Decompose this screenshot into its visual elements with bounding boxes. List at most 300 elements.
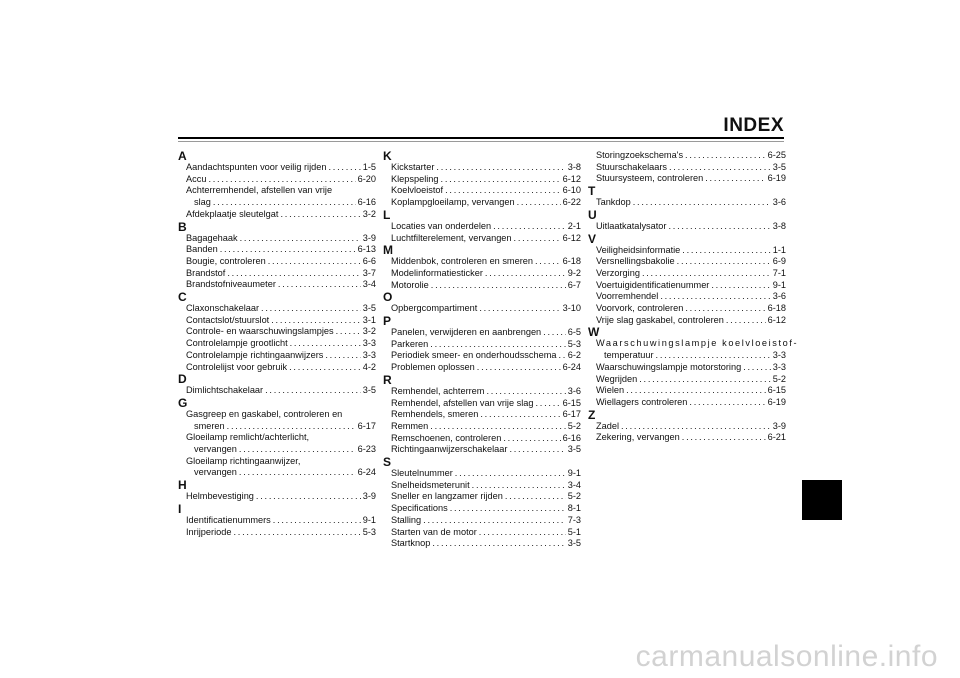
page-number: 3-2	[362, 326, 376, 337]
index-entry	[383, 515, 581, 527]
dot-leader	[472, 480, 566, 492]
index-entry	[383, 433, 581, 445]
index-entry	[383, 421, 581, 433]
section-letter: T	[588, 184, 596, 199]
dot-leader	[273, 515, 361, 527]
dot-leader	[239, 467, 356, 479]
page-number: 7-1	[772, 267, 786, 278]
index-entry-continuation: vervangen	[194, 444, 237, 455]
dot-leader	[208, 174, 355, 186]
index-entry-term: Bougie, controleren	[186, 255, 266, 266]
index-column-3	[588, 150, 799, 444]
index-entry-continuation: vervangen	[194, 467, 237, 478]
dot-leader	[480, 409, 560, 421]
page-number: 6-20	[357, 173, 376, 184]
dot-leader	[705, 173, 765, 185]
section-letter: U	[588, 207, 597, 222]
dot-leader	[432, 538, 565, 550]
dot-leader	[431, 280, 566, 292]
page-number: 5-3	[362, 526, 376, 537]
index-entry-term: Stalling	[391, 514, 422, 525]
page-number: 3-5	[567, 538, 581, 549]
page-number: 3-9	[362, 491, 376, 502]
chapter-thumb-tab	[802, 480, 842, 520]
index-entry	[178, 209, 376, 221]
index-entry	[178, 256, 376, 268]
dot-leader	[642, 268, 771, 280]
index-entry-term: Remhendel, afstellen van vrije slag	[391, 397, 534, 408]
dot-leader	[445, 185, 561, 197]
page-number: 3-9	[772, 420, 786, 431]
index-entry	[588, 362, 786, 374]
index-entry-term: Aandachtspunten voor veilig rijden	[186, 162, 327, 172]
dot-leader	[455, 468, 566, 480]
index-entry-term: Kickstarter	[391, 162, 435, 172]
index-entry	[178, 244, 376, 256]
index-entry-term: Identificatienummers	[186, 514, 271, 525]
index-entry	[383, 444, 581, 456]
index-entry	[178, 362, 376, 374]
page-number: 6-18	[562, 256, 581, 267]
dot-leader	[436, 162, 565, 174]
page-number: 6-17	[562, 409, 581, 420]
index-entry	[383, 386, 581, 398]
index-entry	[383, 174, 581, 186]
index-entry	[588, 150, 786, 162]
index-entry-term: Uitlaatkatalysator	[596, 220, 667, 231]
header-rule-shadow	[178, 141, 784, 142]
index-entry-term: Remschoenen, controleren	[391, 432, 502, 443]
page-number: 3-10	[562, 303, 581, 314]
page-number: 6-24	[562, 362, 581, 373]
dot-leader	[626, 385, 766, 397]
index-entry	[588, 432, 786, 444]
index-entry-term: Waarschuwingslampje koelvloeistof-	[596, 338, 799, 349]
dot-leader	[656, 350, 771, 362]
index-entry-term: Modelinformatiesticker	[391, 267, 483, 278]
index-entry-term: Remmen	[391, 420, 429, 431]
dot-leader	[289, 362, 361, 374]
index-entry-term: Middenbok, controleren en smeren	[391, 256, 533, 267]
index-column-2	[383, 150, 581, 550]
index-entry	[178, 303, 376, 315]
dot-leader	[336, 326, 361, 338]
page-number: 9-1	[772, 279, 786, 290]
index-entry-term: Gasgreep en gaskabel, controleren en	[186, 408, 343, 419]
watermark: carmanualsonline.info	[635, 640, 938, 673]
index-entry	[588, 280, 786, 292]
index-entry-term: Stuurschakelaars	[596, 161, 667, 172]
index-entry-term: Vrije slag gaskabel, controleren	[596, 314, 724, 325]
page-number: 6-17	[357, 420, 376, 431]
index-entry-term: Helmbevestiging	[186, 491, 254, 502]
index-entry-term: Controlelampje richtingaanwijzers	[186, 349, 324, 360]
index-entry-term: Storingzoekschema's	[596, 150, 684, 160]
page-number: 9-1	[362, 514, 376, 525]
index-entry	[383, 268, 581, 280]
dot-leader	[669, 162, 771, 174]
index-entry-term: Klepspeling	[391, 173, 439, 184]
dot-leader	[493, 221, 566, 233]
index-entry	[383, 339, 581, 351]
dot-leader	[290, 338, 361, 350]
page-number: 6-12	[562, 232, 581, 243]
index-entry	[178, 467, 376, 479]
dot-leader	[268, 256, 361, 268]
page-number: 3-6	[567, 385, 581, 396]
dot-leader	[430, 421, 565, 433]
dot-leader	[485, 268, 566, 280]
dot-leader	[743, 362, 771, 374]
index-entry	[383, 468, 581, 480]
index-entry	[178, 421, 376, 433]
index-entry	[178, 326, 376, 338]
index-entry-term: Remhendel, achterrem	[391, 385, 485, 396]
page-number: 3-8	[772, 220, 786, 231]
index-entry-term: Opbergcompartiment	[391, 303, 478, 314]
index-entry	[178, 162, 376, 174]
index-entry	[588, 397, 786, 409]
section-letter: H	[178, 478, 187, 493]
index-entry-term: Voertuigidentificatienummer	[596, 279, 710, 290]
dot-leader	[543, 327, 566, 339]
index-entry	[588, 421, 786, 433]
dot-leader	[621, 421, 771, 433]
index-entry-term: Contactslot/stuurslot	[186, 314, 270, 325]
section-letter: A	[178, 149, 187, 163]
index-entry-term: Starten van de motor	[391, 526, 477, 537]
index-entry-term: Brandstofniveaumeter	[186, 279, 276, 290]
section-letter: O	[383, 290, 393, 305]
index-entry-term: Richtingaanwijzerschakelaar	[391, 444, 508, 455]
page-number: 5-2	[567, 491, 581, 502]
section-letter: S	[383, 455, 392, 470]
page-number: 6-23	[357, 444, 376, 455]
index-entry-term: Remhendels, smeren	[391, 409, 479, 420]
dot-leader	[682, 245, 770, 257]
index-entry	[383, 280, 581, 292]
dot-leader	[430, 339, 565, 351]
index-entry-term: Controle- en waarschuwingslampjes	[186, 326, 334, 337]
dot-leader	[227, 421, 356, 433]
section-letter: G	[178, 395, 188, 410]
page-number: 6-24	[357, 467, 376, 478]
page-number: 6-18	[767, 303, 786, 314]
page-number: 6-7	[567, 279, 581, 290]
page-number: 3-9	[362, 232, 376, 243]
index-entry	[178, 174, 376, 186]
index-entry-term: Problemen oplossen	[391, 362, 475, 373]
section-letter: P	[383, 314, 392, 329]
page-number: 6-2	[567, 350, 581, 361]
page-number: 5-3	[567, 338, 581, 349]
page-number: 3-8	[567, 162, 581, 172]
dot-leader	[220, 244, 356, 256]
index-entry	[383, 538, 581, 550]
index-entry-term: Voorvork, controleren	[596, 303, 684, 314]
index-entry	[383, 233, 581, 245]
page-number: 1-5	[362, 162, 376, 172]
index-entry	[178, 279, 376, 291]
index-entry-term: Zekering, vervangen	[596, 432, 680, 443]
dot-leader	[535, 398, 560, 410]
dot-leader	[450, 503, 566, 515]
index-entry	[383, 197, 581, 209]
index-entry-term: Specifications	[391, 503, 448, 514]
index-entry-continuation: slag	[194, 197, 211, 208]
dot-leader	[685, 303, 765, 315]
index-entry-term: Snelheidsmeterunit	[391, 479, 470, 490]
index-entry	[178, 315, 376, 327]
dot-leader	[233, 527, 360, 539]
index-entry-term: Zadel	[596, 420, 619, 431]
index-entry-term: Versnellingsbakolie	[596, 256, 675, 267]
index-entry-term: Gloeilamp remlicht/achterlicht,	[186, 432, 310, 443]
index-entry	[178, 444, 376, 456]
dot-leader	[261, 303, 361, 315]
dot-leader	[689, 397, 765, 409]
page-number: 6-15	[562, 397, 581, 408]
index-entry	[178, 385, 376, 397]
index-entry	[588, 197, 786, 209]
dot-leader	[668, 221, 770, 233]
page-number: 3-6	[772, 197, 786, 208]
dot-leader	[479, 303, 560, 315]
index-entry	[588, 268, 786, 280]
dot-leader	[278, 279, 361, 291]
page-number: 6-6	[362, 255, 376, 266]
page-number: 6-19	[767, 173, 786, 184]
section-letter: K	[383, 149, 392, 163]
page-number: 5-2	[772, 373, 786, 384]
dot-leader	[479, 527, 566, 539]
index-entry-term: Achterremhendel, afstellen van vrije	[186, 185, 333, 196]
page-number: 6-9	[772, 256, 786, 267]
page-number: 9-1	[567, 468, 581, 479]
index-entry	[178, 491, 376, 503]
index-entry	[383, 185, 581, 197]
index-entry	[178, 233, 376, 245]
dot-leader	[558, 350, 565, 362]
index-entry-term: Banden	[186, 244, 218, 255]
dot-leader	[514, 233, 561, 245]
page-number: 6-12	[767, 314, 786, 325]
index-entry	[588, 350, 786, 362]
dot-leader	[503, 433, 560, 445]
section-letter: L	[383, 207, 391, 222]
index-entry-term: Parkeren	[391, 338, 429, 349]
index-entry-term: Claxonschakelaar	[186, 303, 260, 314]
index-entry	[588, 303, 786, 315]
page-number: 3-4	[567, 479, 581, 490]
page-number: 3-2	[362, 208, 376, 219]
index-entry-term: Sneller en langzamer rijden	[391, 491, 503, 502]
section-letter: M	[383, 243, 393, 258]
index-entry-term: Panelen, verwijderen en aanbrengen	[391, 327, 542, 338]
page-title: INDEX	[723, 115, 784, 136]
dot-leader	[239, 444, 356, 456]
index-entry	[588, 245, 786, 257]
dot-leader	[240, 233, 361, 245]
index-column-1	[178, 150, 376, 538]
page-number: 6-16	[357, 197, 376, 208]
index-entry	[383, 480, 581, 492]
index-entry-term: Koplampgloeilamp, vervangen	[391, 197, 515, 208]
index-entry-term: Wegrijden	[596, 373, 638, 384]
dot-leader	[486, 386, 565, 398]
header-rule	[178, 137, 784, 139]
index-entry-continuation: smeren	[194, 420, 225, 431]
index-entry	[178, 527, 376, 539]
section-letter: C	[178, 290, 187, 305]
index-entry	[588, 315, 786, 327]
index-entry-term: Koelvloeistof	[391, 185, 444, 196]
index-entry	[383, 327, 581, 339]
index-entry	[588, 173, 786, 185]
dot-leader	[256, 491, 361, 503]
index-entry-term: Veiligheidsinformatie	[596, 244, 681, 255]
index-entry-term: Gloeilamp richtingaanwijzer,	[186, 455, 301, 466]
index-entry-term: Luchtfilterelement, vervangen	[391, 232, 512, 243]
dot-leader	[477, 362, 561, 374]
index-entry	[178, 338, 376, 350]
index-entry-term: Verzorging	[596, 267, 640, 278]
page-number: 6-12	[562, 173, 581, 184]
page-number: 5-1	[567, 526, 581, 537]
section-letter: V	[588, 231, 597, 246]
index-entry-term: Locaties van onderdelen	[391, 220, 492, 231]
section-letter: Z	[588, 407, 596, 422]
dot-leader	[639, 374, 771, 386]
dot-leader	[711, 280, 770, 292]
dot-leader	[726, 315, 766, 327]
dot-leader	[328, 162, 360, 174]
page-number: 3-6	[772, 291, 786, 302]
page-number: 3-7	[362, 267, 376, 278]
index-entry	[383, 303, 581, 315]
section-letter: R	[383, 372, 392, 387]
index-entry	[178, 515, 376, 527]
dot-leader	[633, 197, 771, 209]
page-number: 3-1	[362, 314, 376, 325]
index-entry	[383, 221, 581, 233]
index-entry	[178, 268, 376, 280]
dot-leader	[325, 350, 360, 362]
index-entry	[178, 197, 376, 209]
index-entry-term: Controlelampje grootlicht	[186, 338, 288, 349]
page-number: 3-5	[362, 385, 376, 396]
index-entry-term: Accu	[186, 173, 207, 184]
dot-leader	[685, 150, 766, 162]
page-number: 3-4	[362, 279, 376, 290]
page-number: 3-3	[772, 350, 786, 361]
page-number: 3-3	[772, 361, 786, 372]
index-entry	[383, 409, 581, 421]
dot-leader	[535, 256, 561, 268]
page-number: 6-25	[767, 150, 786, 160]
dot-leader	[509, 444, 565, 456]
section-letter: W	[588, 325, 600, 340]
page-number: 9-2	[567, 267, 581, 278]
index-entry-term: Wiellagers controleren	[596, 396, 688, 407]
index-entry	[588, 374, 786, 386]
index-entry-continuation: temperatuur	[604, 350, 654, 361]
index-entry-term: Bagagehaak	[186, 232, 238, 243]
section-letter: D	[178, 372, 187, 387]
page-number: 3-5	[772, 161, 786, 172]
dot-leader	[271, 315, 360, 327]
index-entry-term: Controlelijst voor gebruik	[186, 361, 288, 372]
page-number: 6-10	[562, 185, 581, 196]
index-entry-term: Stuursysteem, controleren	[596, 173, 704, 184]
page-number: 6-22	[562, 197, 581, 208]
index-entry-term: Startknop	[391, 538, 431, 549]
page-number: 3-3	[362, 349, 376, 360]
dot-leader	[265, 385, 361, 397]
page-number: 3-5	[362, 303, 376, 314]
page-number: 1-1	[772, 244, 786, 255]
page-number: 4-2	[362, 361, 376, 372]
index-entry-term: Afdekplaatje sleutelgat	[186, 208, 279, 219]
index-entry	[383, 527, 581, 539]
page-number: 7-3	[567, 514, 581, 525]
page-number: 2-1	[567, 220, 581, 231]
section-letter: B	[178, 219, 187, 234]
dot-leader	[423, 515, 566, 527]
dot-leader	[280, 209, 360, 221]
page-number: 3-3	[362, 338, 376, 349]
index-entry-term: Waarschuwingslampje motorstoring	[596, 361, 742, 372]
page-number: 6-5	[567, 327, 581, 338]
page-number: 8-1	[567, 503, 581, 514]
index-entry	[588, 221, 786, 233]
index-entry-term: Voorremhendel	[596, 291, 659, 302]
index-entry-term: Brandstof	[186, 267, 226, 278]
index-entry-term: Motorolie	[391, 279, 429, 290]
index-entry-term: Sleutelnummer	[391, 468, 453, 479]
index-entry-term: Dimlichtschakelaar	[186, 385, 264, 396]
index-entry-term: Wielen	[596, 385, 625, 396]
index-entry	[383, 362, 581, 374]
index-entry	[588, 162, 786, 174]
dot-leader	[682, 432, 766, 444]
dot-leader	[660, 291, 770, 303]
index-entry	[588, 385, 786, 397]
index-entry-term: Inrijperiode	[186, 526, 232, 537]
section-letter: I	[178, 501, 182, 516]
index-entry	[588, 291, 786, 303]
dot-leader	[517, 197, 561, 209]
index-entry	[588, 256, 786, 268]
index-entry-term: Periodiek smeer- en onderhoudsschema	[391, 350, 557, 361]
index-entry	[383, 491, 581, 503]
index-entry	[383, 398, 581, 410]
dot-leader	[441, 174, 561, 186]
page-number: 6-19	[767, 396, 786, 407]
index-entry	[383, 503, 581, 515]
index-entry	[383, 350, 581, 362]
dot-leader	[227, 268, 360, 280]
index-entry-term: Tankdop	[596, 197, 631, 208]
index-entry	[178, 350, 376, 362]
dot-leader	[505, 491, 566, 503]
page-number: 3-5	[567, 444, 581, 455]
page-number: 6-16	[562, 432, 581, 443]
dot-leader	[213, 197, 356, 209]
page-number: 6-15	[767, 385, 786, 396]
page-number: 6-13	[357, 244, 376, 255]
index-entry	[383, 256, 581, 268]
